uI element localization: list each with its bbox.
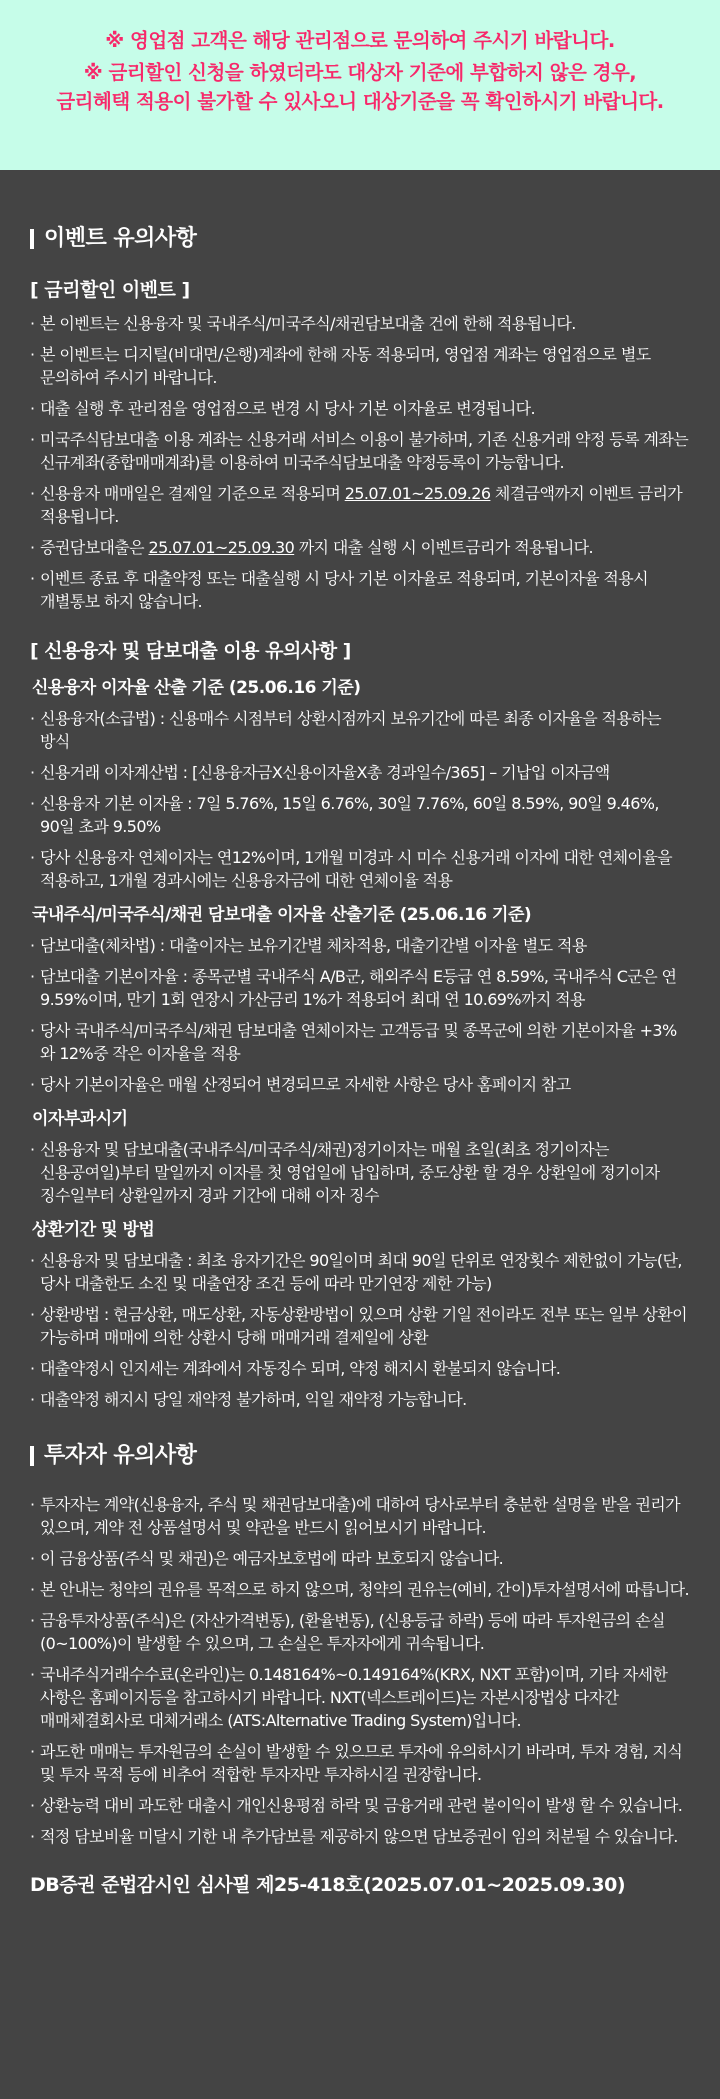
list-item: · 대출약정시 인지세는 계좌에서 자동징수 되며, 약정 해지시 환불되지 않습니다. [30,1357,690,1380]
item-text: 까지 대출 실행 시 이벤트금리가 적용됩니다. [294,538,594,557]
list-item: · 국내주식거래수수료(온라인)는 0.148164%~0.149164%(KRX, NXT 포함)이며, 기타 자세한 사항은 홈페이지등을 참고하시기 바랍니다. NXT(넥스트레이드)는 자본시장법상 다자간 매매체결회사로 대체거래소 (ATS:Alternative Trading System)입니다. [30,1663,690,1732]
list-item: · 신용융자(소급법) : 신용매수 시점부터 상환시점까지 보유기간에 따른 최종 이자율을 적용하는 방식 [30,707,690,753]
discount-event-list [30,312,690,613]
collateral-rate-title: 국내주식/미국주식/채권 담보대출 이자율 산출기준 (25.06.16 기준) [32,905,532,925]
list-item: · 당사 기본이자율은 매월 산정되어 변경되므로 자세한 사항은 당사 홈페이지 참고 [30,1073,690,1096]
list-item: · 대출약정 해지시 당일 재약정 불가하며, 익일 재약정 가능합니다. [30,1388,690,1411]
list-item: · 담보대출(체차법) : 대출이자는 보유기간별 체차적용, 대출기간별 이자율 별도 적용 [30,934,690,957]
list-item: · 신용융자 및 담보대출(국내주식/미국주식/채권)정기이자는 매월 초일(최초 정기이자는 신용공여일)부터 말일까지 이자를 첫 영업일에 납입하며, 중도상환 할 경우 상환일에 정기이자 징수일부터 상환일까지 경과 기간에 대해 이자 징수 [30,1138,690,1207]
list-item: · 본 이벤트는 디지털(비대면/은행)계좌에 한해 자동 적용되며, 영업점 계좌는 영업점으로 별도 문의하여 주시기 바랍니다. [30,343,690,389]
list-item: · 상환능력 대비 과도한 대출시 개인신용평점 하락 및 금융거래 관련 불이익이 발생 할 수 있습니다. [30,1794,690,1817]
list-item: · 이 금융상품(주식 및 채권)은 예금자보호법에 따라 보호되지 않습니다. [30,1547,690,1570]
list-item: · 상환방법 : 현금상환, 매도상환, 자동상환방법이 있으며 상환 기일 전이라도 전부 또는 일부 상환이 가능하며 매매에 의한 상환시 당해 매매거래 결제일에 상환 [30,1303,690,1349]
notice-line-1: ※ 영업점 고객은 해당 관리점으로 문의하여 주시기 바랍니다. [105,29,615,52]
item-text: 신용융자 매매일은 결제일 기준으로 적용되며 [40,484,345,503]
list-item: · 대출 실행 후 관리점을 영업점으로 변경 시 당사 기본 이자율로 변경됩니다. [30,397,690,420]
item-text: 체결금액까지 이벤트 금리가 적용됩니다. [40,484,683,526]
list-item: · 당사 국내주식/미국주식/채권 담보대출 연체이자는 고객등급 및 종목군에 의한 기본이자율 +3%와 12%중 작은 이자율을 적용 [30,1019,690,1065]
list-item: · 본 안내는 청약의 권유를 목적으로 하지 않으며, 청약의 권유는(예비, 간이)투자설명서에 따릅니다. [30,1578,690,1601]
list-item: · 신용융자 및 담보대출 : 최초 융자기간은 90일이며 최대 90일 단위로 연장횟수 제한없이 가능(단, 당사 대출한도 소진 및 대출연장 조건 등에 따라 만기연장 제한 가능) [30,1249,690,1295]
credit-rate-title: 신용융자 이자율 산출 기준 (25.06.16 기준) [32,678,361,698]
list-item: · 적정 담보비율 미달시 기한 내 추가담보를 제공하지 않으면 담보증권이 임의 처분될 수 있습니다. [30,1825,690,1848]
repayment-title: 상환기간 및 방법 [32,1220,155,1240]
notice-line-3: 금리혜택 적용이 불가할 수 있사오니 대상기준을 꼭 확인하시기 바랍니다. [56,90,664,113]
compliance-approval-text: DB증권 준법감시인 심사필 제25-418호(2025.07.01~2025.09.30) [30,1874,626,1896]
list-item: · 이벤트 종료 후 대출약정 또는 대출실행 시 당사 기본 이자율로 적용되며, 기본이자율 적용시 개별통보 하지 않습니다. [30,567,690,613]
list-item [30,536,690,559]
list-item: · 본 이벤트는 신용융자 및 국내주식/미국주식/채권담보대출 건에 한해 적용됩니다. [30,312,690,335]
list-item: · 신용거래 이자계산법 : [신용융자금X신용이자율X총 경과일수/365] – 기납입 이자금액 [30,761,690,784]
loan-period: 25.07.01~25.09.30 [148,538,295,557]
investor-notes-list [30,1493,690,1848]
item-text: 증권담보대출은 [40,538,149,557]
top-notice-banner [0,0,720,170]
list-item: · 투자자는 계약(신용융자, 주식 및 채권담보대출)에 대하여 당사로부터 충분한 설명을 받을 권리가 있으며, 계약 전 상품설명서 및 약관을 반드시 읽어보시기 바랍니다. [30,1493,690,1539]
list-item: · 신용융자 기본 이자율 : 7일 5.76%, 15일 6.76%, 30일 7.76%, 60일 8.59%, 90일 9.46%, 90일 초과 9.50% [30,792,690,838]
notice-content [0,170,720,1943]
list-item: · 담보대출 기본이자율 : 종목군별 국내주식 A/B군, 해외주식 E등급 연 8.59%, 국내주식 C군은 연 9.59%이며, 만기 1회 연장시 가산금리 1%가 적용되어 최대 연 10.69%까지 적용 [30,965,690,1011]
interest-timing-list [30,1138,690,1207]
list-item: · 미국주식담보대출 이용 계좌는 신용거래 서비스 이용이 불가하며, 기존 신용거래 약정 등록 계좌는 신규계좌(종합매매계좌)를 이용하여 미국주식담보대출 약정등록이 가능합니다. [30,428,690,474]
interest-timing-title: 이자부과시기 [32,1109,128,1129]
collateral-rate-list [30,934,690,1096]
credit-rate-list [30,707,690,892]
trade-period: 25.07.01~25.09.26 [344,484,491,503]
list-item: · 금융투자상품(주식)은 (자산가격변동), (환율변동), (신용등급 하락) 등에 따라 투자원금의 손실(0~100%)이 발생할 수 있으며, 그 손실은 투자자에게 귀속됩니다. [30,1609,690,1655]
list-item: · 과도한 매매는 투자원금의 손실이 발생할 수 있으므로 투자에 유의하시기 바라며, 투자 경험, 지식 및 투자 목적 등에 비추어 적합한 투자자만 투자하시길 권장합니다. [30,1740,690,1786]
investor-notes-title: 투자자 유의사항 [30,1441,690,1471]
event-notes-title: 이벤트 유의사항 [30,224,690,254]
repayment-list [30,1249,690,1411]
list-item [30,482,690,528]
discount-event-title: [ 금리할인 이벤트 ] [30,279,190,301]
loan-notes-title: [ 신용융자 및 담보대출 이용 유의사항 ] [30,640,351,662]
list-item: · 당사 신용융자 연체이자는 연12%이며, 1개월 미경과 시 미수 신용거래 이자에 대한 연체이율을 적용하고, 1개월 경과시에는 신용융자금에 대한 연체이율 적용 [30,846,690,892]
notice-line-2: ※ 금리할인 신청을 하였더라도 대상자 기준에 부합하지 않은 경우, [83,61,637,84]
